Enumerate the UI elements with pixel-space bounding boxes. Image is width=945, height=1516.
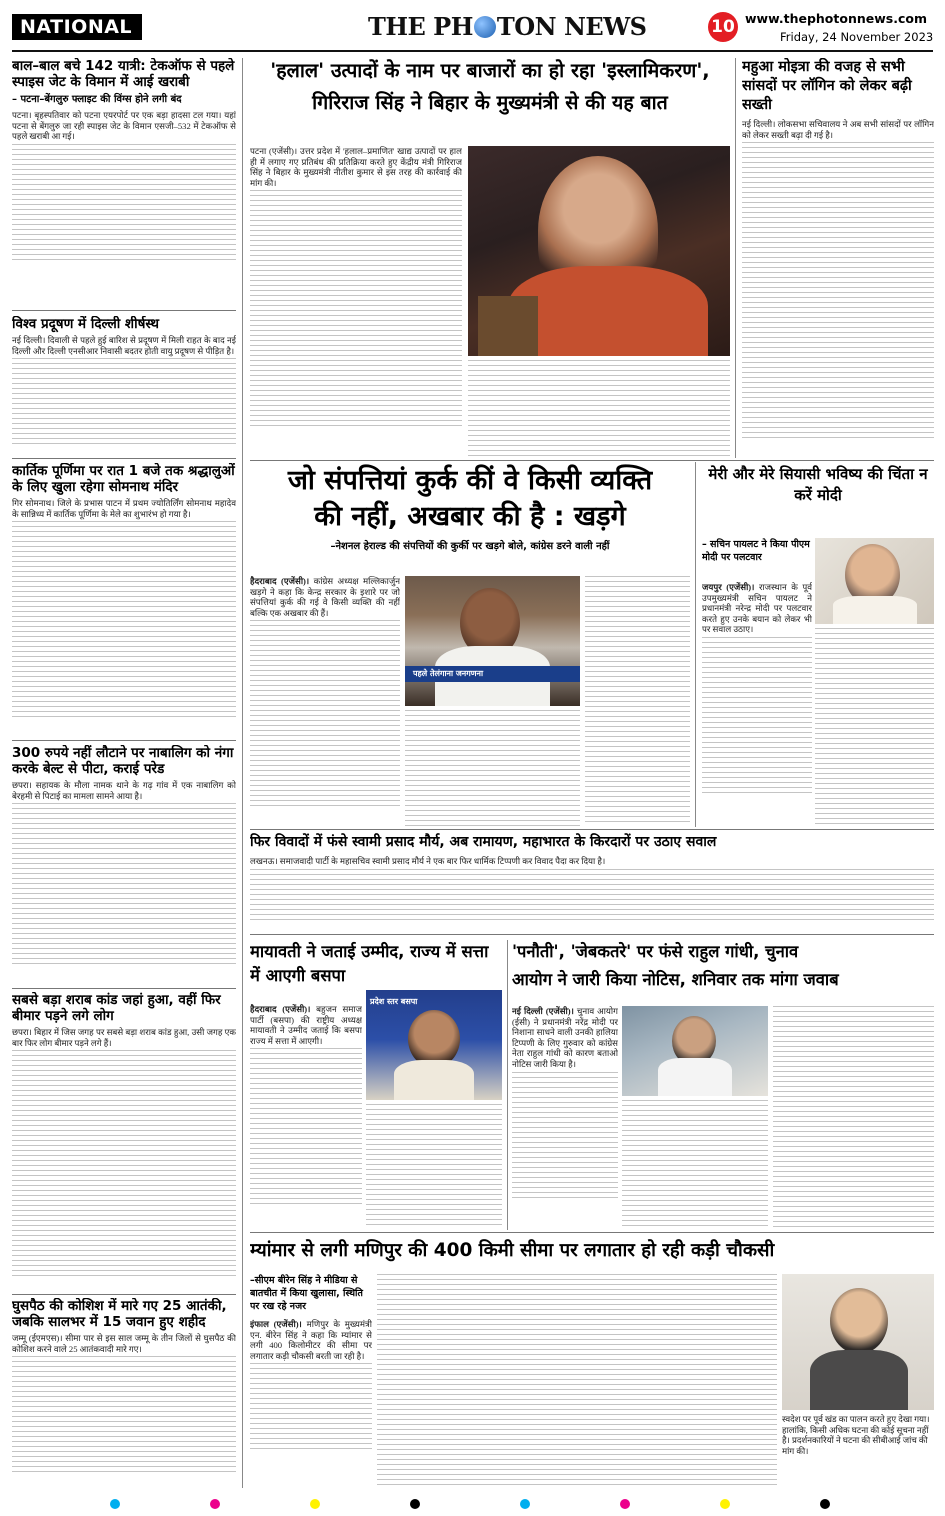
- headline-line-2: गिरिराज सिंह ने बिहार के मुख्यमंत्री से की यह बात: [312, 91, 668, 114]
- story-lead: छपरा। बिहार में जिस जगह पर सबसे बड़ा शराब कांड हुआ, उसी जगह एक बार फिर लोग बीमार पड़ने लगे हैं।: [12, 1027, 236, 1048]
- body-text-block: [773, 1006, 934, 1228]
- column-divider: [695, 462, 696, 827]
- headline: घुसपैठ की कोशिश में मारे गए 25 आतंकी, जबकि सालभर में 15 जवान हुए शहीद: [12, 1298, 227, 1330]
- story-manipur-col1[interactable]: [250, 1274, 372, 1488]
- story-sachin-col1[interactable]: [702, 582, 812, 827]
- story-maurya[interactable]: [250, 832, 934, 932]
- subhead: – सचिन पायलट ने किया पीएम मोदी पर पलटवार: [702, 539, 810, 563]
- body-text-block: [468, 360, 730, 458]
- rahul-photo: [622, 1006, 768, 1096]
- print-registration-marks: [0, 1495, 945, 1516]
- headline-line-2: आयोग ने जारी किया नोटिस, शनिवार तक मांगा जवाब: [512, 970, 839, 989]
- story-sachin-subhead: [702, 538, 812, 578]
- story-lead: जम्मू (ईएमएस)। सीमा पार से इस साल जम्मू के तीन जिलों से घुसपैठ की कोशिश करने वाले 25 आतंकवादी मारे गए।: [12, 1333, 236, 1354]
- story-lead: गिर सोमनाथ। जिले के प्रभास पाटन में प्रथम ज्योतिर्लिंग सोमनाथ महादेव के सान्निध्य में कार्तिक पूर्णिमा के मेले का शुभारंभ हो गया है।: [12, 498, 236, 519]
- dateline: हैदराबाद (एजेंसी)।: [250, 1004, 311, 1014]
- body-text-block: [250, 190, 462, 430]
- registration-dot: [620, 1499, 630, 1509]
- body-text-block: [622, 1100, 768, 1228]
- subhead: – पटना–बेंगलुरु फ्लाइट की विंग्स होने लगी बंद: [12, 94, 182, 105]
- story-lead: चुनाव आयोग (ईसी) ने प्रधानमंत्री नरेंद्र मोदी पर निशाना साधने वाली उनकी हालिया टिप्पणी के लिए गुरुवार को कांग्रेस नेता राहुल गांधी को कारण बताओ नोटिस जारी किया है।: [512, 1006, 618, 1069]
- story-giriraj-body[interactable]: [250, 146, 462, 458]
- story-lead: बहुजन समाज पार्टी (बसपा) की राष्ट्रीय अध्यक्ष मायावती ने उम्मीद जताई कि बसपा राज्य में सत्ता में आएगी।: [250, 1004, 362, 1046]
- masthead: [0, 0, 945, 50]
- registration-dot: [310, 1499, 320, 1509]
- story-mayawati-col1[interactable]: [250, 1004, 362, 1229]
- speaker-attire: [508, 266, 708, 356]
- giriraj-photo: [468, 146, 730, 356]
- dateline: इंफाल (एजेंसी)।: [250, 1319, 302, 1329]
- story-manipur-header[interactable]: [250, 1236, 934, 1270]
- body-text-block: [12, 144, 236, 264]
- story-lead: नई दिल्ली। लोकसभा सचिवालय ने अब सभी सांसदों पर लॉगिन को लेकर सख्ती बढ़ा दी गई है।: [742, 119, 934, 140]
- body-text-block: [585, 576, 690, 826]
- biren-singh-photo: [782, 1274, 934, 1410]
- newspaper-brand[interactable]: [368, 12, 646, 41]
- registration-dot: [820, 1499, 830, 1509]
- section-label: NATIONAL: [12, 14, 142, 40]
- headline-line-1: 'पनौती', 'जेबकतरे' पर फंसे राहुल गांधी, चुनाव: [512, 942, 799, 961]
- story-sachin-col2: [815, 628, 934, 827]
- story-minor-beaten[interactable]: [12, 745, 236, 985]
- headline-line-1: 'हलाल' उत्पादों के नाम पर बाजारों का हो रहा 'इस्लामिकरण',: [270, 59, 710, 82]
- body-text-block: [815, 628, 934, 827]
- subhead: –सीएम बीरेन सिंह ने मीडिया से बातचीत में किया खुलासा, स्थिति पर रख रहे नजर: [250, 1275, 363, 1312]
- issue-date: Friday, 24 November 2023: [780, 30, 934, 44]
- body-text-block: [405, 710, 580, 826]
- column-divider: [242, 58, 243, 1488]
- story-pollution[interactable]: [12, 316, 236, 458]
- body-text-block: [250, 620, 400, 810]
- story-liquor[interactable]: [12, 992, 236, 1292]
- headline-line-1: जो संपत्तियां कुर्क कीं वे किसी व्यक्ति: [287, 465, 653, 496]
- registration-dot: [410, 1499, 420, 1509]
- registration-dot: [720, 1499, 730, 1509]
- story-lead: छपरा। सहायक के मौला नामक थाने के गढ़ गांव में एक नाबालिग को बेरहमी से पिटाई का मामला सामने आया है।: [12, 780, 236, 801]
- registration-dot: [210, 1499, 220, 1509]
- speaker-attire: [658, 1058, 732, 1096]
- story-sachin-header[interactable]: [702, 464, 934, 534]
- website-link[interactable]: www.thephotonnews.com: [745, 11, 927, 26]
- globe-icon: [474, 16, 496, 38]
- body-text-block: [12, 1356, 236, 1476]
- headline: 300 रुपये नहीं लौटाने पर नाबालिग को नंगा करके बेल्ट से पीटा, कराई परेड: [12, 745, 234, 777]
- headline-line-2: की नहीं, अखबार की है : खड़गे: [314, 501, 626, 532]
- story-divider: [250, 829, 934, 830]
- subhead: –नेशनल हेराल्ड की संपत्तियों की कुर्की पर खड़गे बोले, कांग्रेस डरने वाली नहीं: [330, 541, 610, 552]
- story-lead: पटना। बृहस्पतिवार को पटना एयरपोर्ट पर एक बड़ा हादसा टल गया। यहां पटना से बेंगलुरु जा रही स्पाइस जेट के विमान एसजी–532 में टेकऑफ से पहले खराबी आ गई।: [12, 110, 236, 142]
- body-text-block: [250, 1363, 372, 1453]
- story-divider: [250, 460, 934, 461]
- story-giriraj-continued: [468, 360, 730, 458]
- body-text-block: [250, 1048, 362, 1208]
- story-divider: [12, 458, 236, 459]
- body-text-block: [250, 869, 934, 921]
- microphone-stand: [478, 296, 538, 356]
- story-rahul-header[interactable]: [512, 940, 934, 1002]
- story-divider: [12, 1294, 236, 1295]
- headline: मायावती ने जताई उम्मीद, राज्य में सत्ता में आएगी बसपा: [250, 942, 489, 985]
- story-rahul-col2: [622, 1100, 768, 1228]
- portrait-face: [830, 1288, 888, 1354]
- story-divider: [250, 934, 934, 935]
- column-divider: [507, 940, 508, 1230]
- story-lead: राजस्थान के पूर्व उपमुख्यमंत्री सचिन पायलट ने प्रधानमंत्री नरेन्द्र मोदी पर पलटवार करते हुए उनके बयान को लेकर भी पर सवाल उठाए।: [702, 582, 812, 635]
- story-lead: कांग्रेस अध्यक्ष मल्लिकार्जुन खड़गे ने कहा कि केन्द्र सरकार के इशारे पर जो संपत्तियां कुर्क की गई वे किसी व्यक्ति की नहीं बल्कि एक अखबार की हैं।: [250, 576, 400, 618]
- banner-text: प्रदेश स्तर बसपा: [370, 997, 418, 1006]
- story-divider: [12, 310, 236, 311]
- story-rahul-col1[interactable]: [512, 1006, 618, 1228]
- registration-dot: [110, 1499, 120, 1509]
- body-text-block: [377, 1274, 777, 1488]
- story-kharge-col2: [405, 710, 580, 826]
- column-divider: [735, 58, 736, 458]
- story-mayawati-col2: [366, 1104, 502, 1229]
- page-number-badge: 10: [708, 12, 738, 42]
- portrait-attire: [833, 596, 917, 624]
- headline: फिर विवादों में फंसे स्वामी प्रसाद मौर्य, अब रामायण, महाभारत के किरदारों पर उठाए सवाल: [250, 834, 717, 850]
- photo-caption: स्वदेश पर पूर्व खंड का पालन करते हुए देखा गया। हालांकि, किसी अधिक घटना की कोई सूचना नहीं है। प्रदर्शनकारियों ने घटना की सीबीआई जांच की मांग की।: [782, 1414, 930, 1456]
- body-text-block: [366, 1104, 502, 1229]
- story-giriraj-header[interactable]: [250, 58, 730, 142]
- masthead-rule: [12, 50, 933, 52]
- headline: विश्व प्रदूषण में दिल्ली शीर्षस्थ: [12, 316, 160, 332]
- registration-dot: [520, 1499, 530, 1509]
- body-text-block: [702, 637, 812, 797]
- banner-text: पहले तेलंगाना जनगणना: [413, 669, 484, 678]
- story-divider: [250, 1232, 934, 1233]
- story-rahul-col3: [773, 1006, 934, 1228]
- body-text-block: [12, 1050, 236, 1280]
- story-lead: नई दिल्ली। दिवाली से पहले हुई बारिश से प्रदूषण में मिली राहत के बाद नई दिल्ली और दिल्ली एनसीआर निवासी बदतर होती वायु प्रदूषण से पीड़ित है।: [12, 335, 236, 356]
- mayawati-photo: [366, 990, 502, 1100]
- speaker-attire: [394, 1060, 474, 1100]
- story-lead: लखनऊ। समाजवादी पार्टी के महासचिव स्वामी प्रसाद मौर्य ने एक बार फिर धार्मिक टिप्पणी कर विवाद पैदा कर दिया है।: [250, 856, 606, 866]
- manipur-photo-caption: [782, 1414, 934, 1488]
- headline: महुआ मोइत्रा की वजह से सभी सांसदों पर लॉगिन को लेकर बढ़ी सख्ती: [742, 59, 912, 113]
- story-somnath[interactable]: [12, 463, 236, 738]
- headline: बाल–बाल बचे 142 यात्री: टेकऑफ से पहले स्पाइस जेट के विमान में आई खराबी: [12, 58, 235, 90]
- story-mahua[interactable]: [742, 58, 934, 458]
- sachin-photo: [815, 538, 934, 624]
- headline: मेरी और मेरे सियासी भविष्य की चिंता न करें मोदी: [708, 465, 928, 504]
- story-kharge-col3: [585, 576, 690, 826]
- kharge-photo: [405, 576, 580, 706]
- dateline: जयपुर (एजेंसी)।: [702, 582, 755, 592]
- story-manipur-cols: [377, 1274, 777, 1488]
- story-kharge-col1[interactable]: [250, 576, 400, 826]
- headline: सबसे बड़ा शराब कांड जहां हुआ, वहीं फिर बीमार पड़ने लगे लोग: [12, 992, 221, 1024]
- body-text-block: [12, 521, 236, 721]
- story-divider: [12, 988, 236, 989]
- portrait-attire: [810, 1350, 908, 1410]
- dateline: हैदराबाद (एजेंसी)।: [250, 576, 310, 586]
- story-lead: मणिपुर के मुख्यमंत्री एन. बीरेन सिंह ने कहा कि म्यांमार से लगी 400 किलोमीटर की सीमा पर लगातार कड़ी चौकसी बरती जा रही है।: [250, 1319, 372, 1361]
- brand-text-right: TON NEWS: [496, 12, 647, 41]
- body-text-block: [12, 803, 236, 968]
- story-kharge-header[interactable]: [250, 464, 690, 570]
- story-spicejet[interactable]: [12, 58, 236, 313]
- story-infiltration[interactable]: [12, 1298, 236, 1488]
- body-text-block: [742, 142, 934, 438]
- story-lead: पटना (एजेंसी)। उत्तर प्रदेश में 'हलाल–प्रमाणित' खाद्य उत्पादों पर हाल ही में लगाए गए प्रतिबंध की प्रतिक्रिया करते हुए केंद्रीय मंत्री गिरिराज सिंह ने बिहार के मुख्यमंत्री नीतीश कुमार से इस तरह की कार्रवाई की मांग की।: [250, 146, 462, 188]
- body-text-block: [512, 1072, 618, 1202]
- dateline: नई दिल्ली (एजेंसी)।: [512, 1006, 574, 1016]
- brand-text-left: THE PH: [368, 12, 473, 41]
- registration-strip: [0, 1495, 945, 1516]
- headline: म्यांमार से लगी मणिपुर की 400 किमी सीमा पर लगातार हो रही कड़ी चौकसी: [250, 1240, 775, 1261]
- headline: कार्तिक पूर्णिमा पर रात 1 बजे तक श्रद्धालुओं के लिए खुला रहेगा सोमनाथ मंदिर: [12, 463, 235, 495]
- body-text-block: [12, 358, 236, 444]
- story-divider: [12, 740, 236, 741]
